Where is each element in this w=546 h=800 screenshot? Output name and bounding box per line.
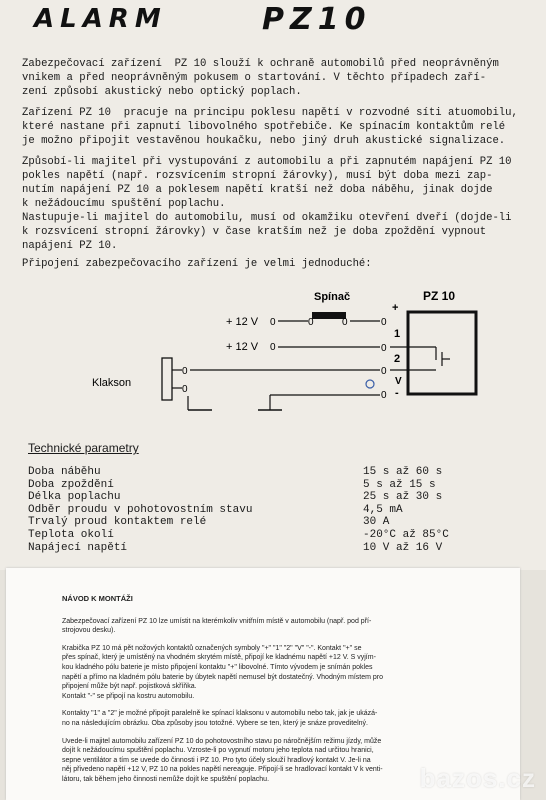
spec-row [28,504,468,517]
spec-label: Doba náběhu [28,466,101,478]
zero-10: 0 [381,390,387,401]
zero-9: 0 [182,384,188,395]
terminal-1: 1 [394,328,401,340]
spec-label: Teplota okolí [28,528,114,541]
zero-5: 0 [270,342,276,353]
zero-7: 0 [182,366,188,377]
spec-value: -20°C až 85°C [363,528,449,541]
installation-paragraph: Uvede-li majitel automobilu zařízení PZ 10 do pohotovostního stavu po náročnějším režimu jízdy, může dojít k nežádoucímu spuštění poplachu. Vzroste-li po vypnutí motoru jeho teplota nad určitou hranici, sepne ventilátor a tím se uvede do činnosti i PZ 10. Pro tyto účely slouží hradlový kontakt V. Je-li na něj přivedeno napětí +12 V, PZ 10 na pokles napětí nereaguje. Připojí-li se hradlovací kontakt V k venti- látoru, tak během jeho činnosti nemůže dojít ke spuštění poplachu. [62,737,383,783]
wiring-diagram [0,270,546,440]
spec-row [28,479,468,492]
voltage-2: + 12 V [226,341,259,353]
installation-paragraph: Krabička PZ 10 má pět nožových kontaktů označených symboly "+" "1" "2" "V" "-". Kontakt "+" se přes spínač, který je umístěný na vhodném skrytém místě, připojí ke kladnému napětí +12 V. S vyjím- kou kladného pólu baterie je místo připojení kontaktu "+" libovolné. Tímto vývodem je snímán pokles napětí a přímo na kladném pólu baterie by úbytek napětí nemusel být dostatečný. Vhodným místem pro připojení může být např. pojistková skříňka. Kontakt "-" se připojí na kostru automobilu. [62,644,384,700]
spec-label: Doba zpoždění [28,478,114,491]
spec-label: Trvalý proud kontaktem relé [28,516,207,529]
paragraph-entry: Nastupuje-li majitel do automobilu, musí od okamžiku otevření dveří (dojde-li k rozsvícení stropní žárovky) v čase kratším než je doba zpoždění vypnout napájení PZ 10. [22,212,512,252]
blue-mark [366,380,374,388]
spec-value: 15 s až 60 s [363,466,443,478]
installation-title: NÁVOD K MONTÁŽI [62,594,133,603]
spec-row [28,542,468,555]
tech-heading: Technické parametry [28,441,139,455]
installation-paragraph: Zabezpečovací zařízení PZ 10 lze umístit na kterémkoliv vnitřním místě v automobilu (např. pod pří- strojovou desku). [62,617,372,635]
spec-label: Délka poplachu [28,491,121,504]
paragraph-connection: Připojení zabezpečovacího zařízení je velmi jednoduché: [22,258,372,270]
terminal-2: 2 [394,353,401,365]
terminal-plus: + [392,302,399,314]
paragraph-principle: Zařízení PZ 10 pracuje na principu poklesu napětí v rozvodné síti atuomobilu, které nastane při zapnutí libovolného spotřebiče. Ke spínacím kontaktům relé je možno připojit vestavěnou houkačku, nebo jiný druh akustické signalizace. [22,107,518,147]
zero-3: 0 [342,317,348,328]
device-label: PZ 10 [423,289,456,303]
switch-body [312,312,346,319]
paragraph-exit: Způsobí-li majitel při vystupování z automobilu a při zapnutém napájení PZ 10 pokles napětí (např. rozsvícením stropní žárovky), musí být doba mezi zap- nutím napájení PZ 10 a poklesem napětí kratší než doba náběhu, jinak dojde k nežádoucímu spuštění poplachu. [22,156,512,210]
zero-4: 0 [381,317,387,328]
zero-1: 0 [270,317,276,328]
zero-2: 0 [308,317,314,328]
spec-row [28,466,468,479]
spec-value: 30 A [363,516,390,529]
paragraph-intro: Zabezpečovací zařízení PZ 10 slouží k ochraně automobilů před neoprávněným vnikem a před neoprávněným pokusem o startování. V těchto případech zaří- zení způsobí akustický nebo optický poplach. [22,58,499,98]
spec-row [28,516,468,529]
zero-6: 0 [381,343,387,354]
switch-label: Spínač [314,291,351,303]
spec-value: 10 V až 16 V [363,541,443,554]
terminal-v: V [395,376,402,387]
horn-label: Klakson [92,377,132,389]
spec-list [28,466,468,554]
title-model: PZ10 [262,2,372,37]
title-alarm: ALARM [34,4,167,34]
zero-8: 0 [381,366,387,377]
horn-symbol [162,358,172,400]
spec-row [28,491,468,504]
installation-paragraph: Kontakty "1" a "2" je možné připojit paralelně ke spínací klaksonu v automobilu nebo tak, jak je ukázá- no na následujícím obrázku. Oba způsoby jsou totožné. Vybere se ten, který je snáze proveditelný. [62,710,378,727]
spec-row [28,529,468,542]
spec-value: 4,5 mA [363,503,403,516]
spec-value: 5 s až 15 s [363,478,436,491]
spec-label: Napájecí napětí [28,541,128,554]
terminal-minus: - [395,387,399,399]
voltage-1: + 12 V [226,316,259,328]
spec-label: Odběr proudu v pohotovostním stavu [28,503,253,516]
watermark: bazos.cz [419,763,536,793]
spec-value: 25 s až 30 s [363,491,443,504]
